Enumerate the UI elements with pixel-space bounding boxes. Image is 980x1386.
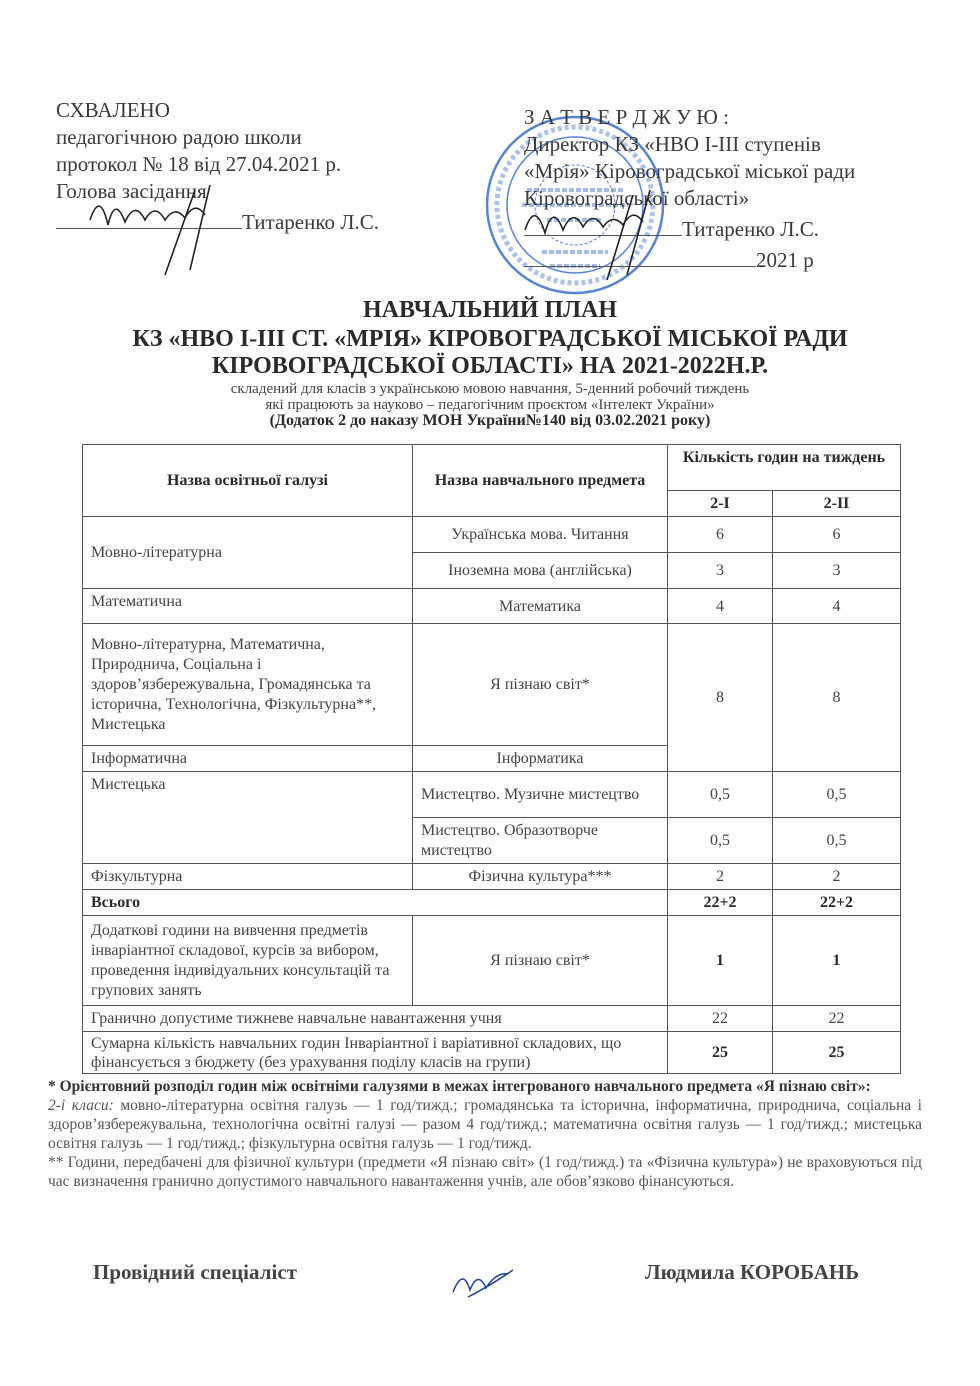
hours-cell: 22+2 [773,890,901,916]
hours-cell: 4 [668,589,773,624]
subject-cell: Українська мова. Читання [413,517,668,553]
hours-cell: 3 [668,553,773,589]
header-hours: Кількість годин на тиждень [668,445,901,491]
signature-right [515,185,685,285]
plan-subtitle: (Додаток 2 до наказу МОН України№140 від 03.02.2021 року) [269,412,711,429]
header-subject: Назва навчального предмета [413,445,668,517]
footer-position: Провідний спеціаліст [93,1260,297,1284]
hours-cell: 22 [773,1006,901,1032]
approval-right-heading: З А Т В Е Р Д Ж У Ю : [524,105,729,129]
subject-cell: Мистецтво. Образотворче мистецтво [413,818,668,864]
hours-cell: 2 [773,864,901,890]
approval-right-signer: Титаренко Л.С. [682,217,819,241]
hours-cell: 1 [668,916,773,1006]
field-cell: Мистецька [83,772,413,864]
hours-cell: 3 [773,553,901,589]
approval-left-heading: СХВАЛЕНО [56,98,170,122]
plan-title-line: КІРОВОГРАДСЬКОЇ ОБЛАСТІ» НА 2021-2022Н.Р. [211,353,769,379]
approval-date: 2021 р [756,248,814,272]
hours-cell: 4 [773,589,901,624]
hours-cell: 0,5 [773,818,901,864]
subject-cell: Я пізнаю світ* [413,624,668,746]
header-class-2: 2-ІІ [773,491,901,517]
sum-label: Сумарна кількість навчальних годин Інваріантної і варіативної складових, що фінансується з бюджету (без урахування поділу класів на групи) [83,1032,668,1074]
approval-right-line: «Мрія» Кіровоградської міської ради [524,159,856,183]
field-cell: Мовно-літературна [83,517,413,589]
signature-left [80,180,250,280]
max-load-label: Гранично допустиме тижневе навчальне навантаження учня [83,1006,668,1032]
approval-left-line: Голова засідання [56,179,207,203]
table-row [83,589,901,624]
table-row [83,916,901,1006]
hours-cell: 6 [773,517,901,553]
footnote-2-text: мовно-літературна освітня галузь — 1 год/тижд.; громадянська та історична, інформатична, природнича, соціальна і здоров’язбережувальна, технологічна освітні галузі — разом 4 год/тижд.; математична освітня галузь — 1 год/тижд.; мистецька освітня галузь — 1 год/тижд.; фізкультурна освітня галузь — 1 год/тижд. [48,1097,922,1152]
plan-title: НАВЧАЛЬНИЙ ПЛАН [362,297,618,323]
hours-cell: 25 [668,1032,773,1074]
approval-left-line: педагогічною радою школи [56,125,302,149]
approval-right-line: Кіровоградської області» [524,186,750,210]
total-label: Всього [83,890,668,916]
hours-cell: 22 [668,1006,773,1032]
table-row [83,1006,901,1032]
footnote-2 [48,1096,922,1153]
header-field: Назва освітньої галузі [83,445,413,517]
subject-cell: Я пізнаю світ* [413,916,668,1006]
footnote-3: ** Години, передбачені для фізичної культури (предмети «Я пізнаю світ» (1 год/тижд.) та «Фізична культура») не враховуються під час визначення гранично допустимого навчального навантаження учнів, але обов’язково фінансуються. [48,1154,922,1190]
approval-right-line: Директор КЗ «НВО І-ІІІ ступенів [524,132,821,156]
table-row [83,624,901,746]
hours-cell: 22+2 [668,890,773,916]
table-row [83,517,901,553]
hours-cell: 0,5 [668,818,773,864]
hours-cell: 25 [773,1032,901,1074]
table-row [83,864,901,890]
signature-footer [448,1262,518,1302]
approval-left-signer: Титаренко Л.С. [242,210,379,234]
hours-cell: 2 [668,864,773,890]
plan-subtitle: які працюють за науково – педагогічним проєктом «Інтелект України» [265,397,715,413]
subject-cell: Інформатика [413,746,668,772]
subject-cell: Фізична культура*** [413,864,668,890]
hours-cell: 0,5 [668,772,773,818]
footnote-2-label: 2-і класи: [48,1097,114,1114]
hours-cell: 6 [668,517,773,553]
plan-title-line: КЗ «НВО І-ІІІ СТ. «МРІЯ» КІРОВОГРАДСЬКОЇ МІСЬКОЇ РАДИ [132,326,848,352]
approval-left-line: протокол № 18 від 27.04.2021 р. [56,152,342,176]
subject-cell: Мистецтво. Музичне мистецтво [413,772,668,818]
footnote-1: * Орієнтовний розподіл годин між освітніми галузями в межах інтегрованого навчального предмета «Я пізнаю світ»: [48,1078,871,1095]
curriculum-table [82,444,901,1074]
table-row [83,772,901,818]
footer-name: Людмила КОРОБАНЬ [645,1260,860,1284]
table-header-row [83,445,901,491]
total-row [83,890,901,916]
hours-cell: 1 [773,916,901,1006]
footnotes [48,1077,922,1191]
subject-cell: Іноземна мова (англійська) [413,553,668,589]
field-cell: Додаткові години на вивчення предметів інваріантної складової, курсів за вибором, проведення індивідуальних консультацій та групових занять [83,916,413,1006]
subject-cell: Математика [413,589,668,624]
plan-subtitle: складений для класів з українською мовою навчання, 5-денний робочий тиждень [230,381,750,397]
field-cell: Математична [83,589,413,624]
header-class-1: 2-І [668,491,773,517]
hours-cell: 0,5 [773,772,901,818]
table-row [83,1032,901,1074]
field-cell: Інформатична [83,746,413,772]
field-cell: Фізкультурна [83,864,413,890]
hours-cell: 8 [773,624,901,772]
hours-cell: 8 [668,624,773,772]
field-cell: Мовно-літературна, Математична, Природнича, Соціальна і здоров’язбережувальна, Громадянська та історична, Технологічна, Фізкультурна**, Мистецька [83,624,413,746]
